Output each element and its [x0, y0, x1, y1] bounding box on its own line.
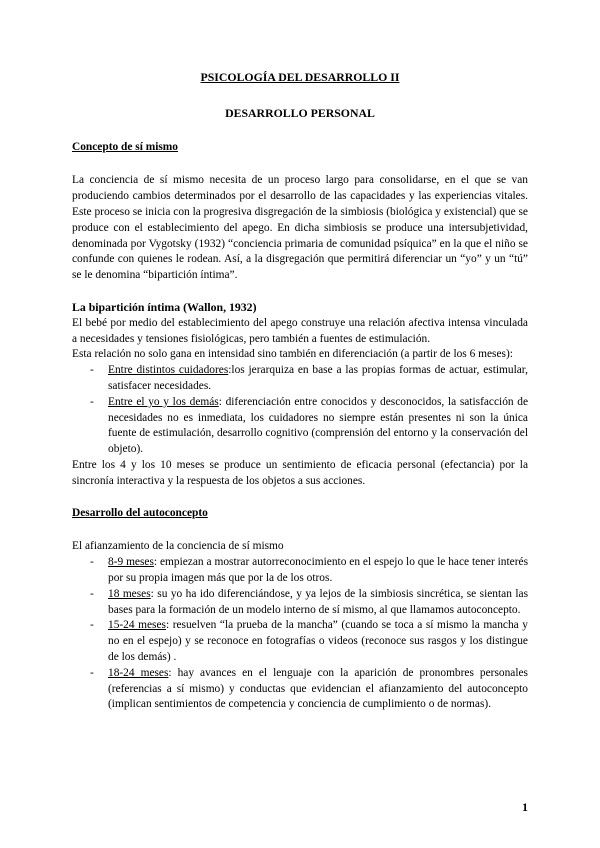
list-item	[72, 666, 528, 713]
list-item-term: Entre el yo y los demás	[108, 395, 219, 408]
list-item	[72, 587, 528, 619]
paragraph-autoconcepto-intro: El afianzamiento de la conciencia de sí mismo	[72, 540, 284, 553]
section-heading-concepto: Concepto de sí mismo	[72, 140, 178, 153]
list-dash: -	[90, 556, 94, 569]
list-item	[72, 618, 528, 665]
list-dash: -	[90, 364, 94, 377]
paragraph-biparticion-2: Esta relación no solo gana en intensidad sino también en diferenciación (a partir de los 6 meses):	[72, 348, 513, 361]
list-item-term: 18-24 meses	[108, 666, 169, 679]
list-item-term: 18 meses	[108, 587, 151, 600]
list-autoconcepto	[72, 555, 528, 713]
document-page	[72, 70, 528, 713]
list-biparticion	[72, 363, 528, 458]
document-subtitle: DESARROLLO PERSONAL	[225, 105, 375, 120]
list-dash: -	[90, 666, 94, 679]
list-item	[72, 395, 528, 458]
section-heading-biparticion: La bipartición íntima (Wallon, 1932)	[72, 299, 257, 314]
list-item-text: :los jerarquiza en base a las propias formas de actuar, estimular, satisfacer necesidades.	[108, 364, 528, 392]
section-paragraph-concepto: La conciencia de sí mismo necesita de un proceso largo para consolidarse, en el que se van produciendo cambios determinados por el desarrollo de las capacidades y las experiencias vitales. Este proceso se inicia con la progresiva disgregación de la simbiosis (biológica y existencial) que se produce con el establecimiento del apego. En dicha simbiosis se produce una intersubjetividad, denominada por Vygotsky (1932) “conciencia primaria de comunidad psíquica” en la que el niño se confunde con quienes le rodean. Así, a la disgregación que permitirá diferenciar un “yo” y un “tú” se le denomina “bipartición íntima”.	[72, 174, 528, 282]
list-item-text: : resuelven “la prueba de la mancha” (cuando se toca a sí mismo la mancha y no en el espejo) y se reconoce en fotografías o videos (reconoce sus rasgos y los distingue de los demás) .	[108, 619, 528, 663]
document-title: PSICOLOGÍA DEL DESARROLLO II	[200, 70, 400, 84]
page-number: 1	[522, 800, 528, 814]
list-item-text: : su yo ha ido diferenciándose, y ya lejos de la simbiosis sincrética, se sientan las bases para la formación de un modelo interno de sí mismo, al que llamamos autoconcepto.	[108, 587, 528, 616]
list-item-text: : empiezan a mostrar autorreconocimiento en el espejo lo que le hace tener interés por su propia imagen más que por la de los otros.	[108, 556, 528, 584]
section-heading-autoconcepto: Desarrollo del autoconcepto	[72, 506, 208, 519]
list-dash: -	[90, 587, 94, 600]
list-item-term: Entre distintos cuidadores	[108, 364, 229, 377]
list-item-term: 8-9 meses	[108, 556, 154, 569]
list-dash: -	[90, 619, 94, 632]
list-item	[72, 555, 528, 587]
list-item-term: 15-24 meses	[108, 619, 166, 632]
paragraph-biparticion-3: Entre los 4 y los 10 meses se produce un sentimiento de eficacia personal (efectancia) por la sincronía interactiva y la respuesta de los objetos a sus acciones.	[72, 458, 528, 487]
list-item	[72, 363, 528, 395]
list-dash: -	[90, 395, 94, 408]
list-item-text: : hay avances en el lenguaje con la aparición de pronombres personales (referencias a sí mismo) y conductas que evidencian el afianzamiento del autoconcepto (implican sentimientos de competencia y conciencia de cumplimiento o de normas).	[108, 666, 528, 711]
list-item-text: : diferenciación entre conocidos y desconocidos, la satisfacción de necesidades no es inmediata, los cuidadores no siempre están presentes ni son la única fuente de estimulación, desarrollo cognitivo (comprensión del entorno y la conservación del objeto).	[108, 395, 529, 456]
paragraph-biparticion-1: El bebé por medio del establecimiento del apego construye una relación afectiva intensa vinculada a necesidades y tensiones fisiológicas, pero también a fuentes de estimulación.	[72, 316, 528, 345]
